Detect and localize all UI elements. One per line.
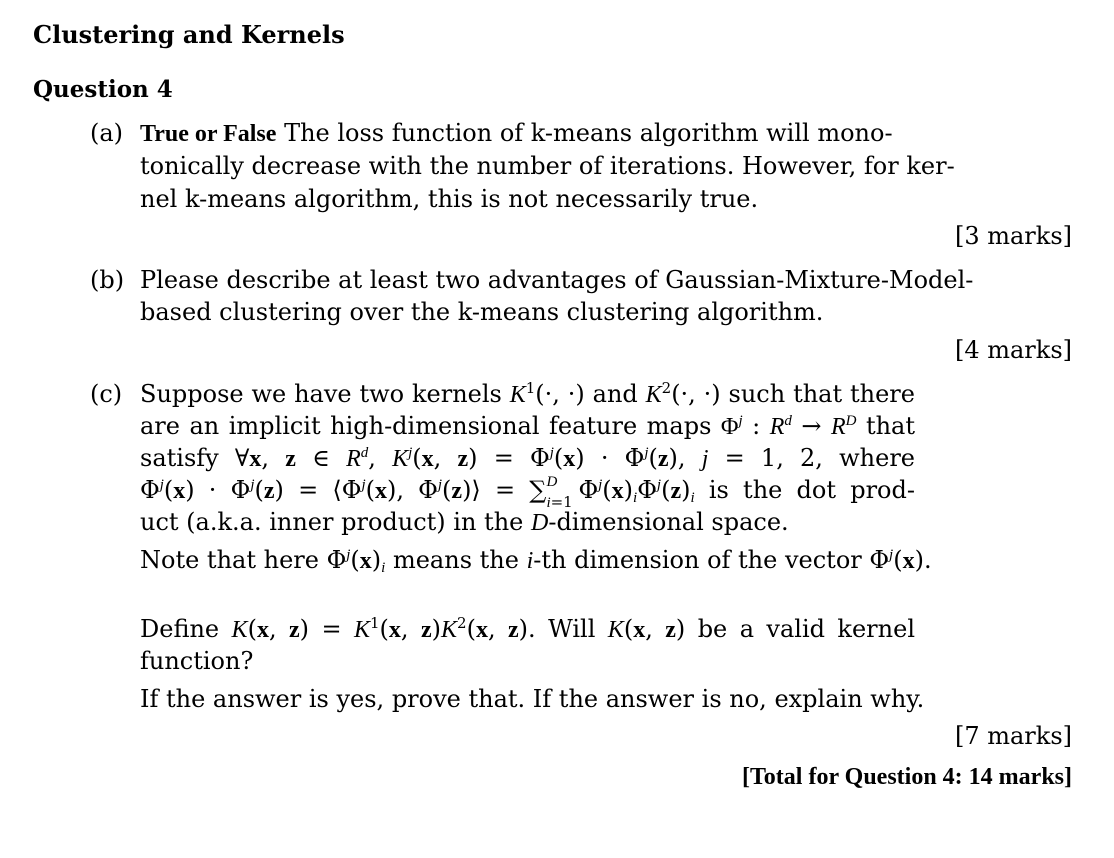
part-c-define-line-2: function? <box>140 647 254 675</box>
part-c-define-line-1: Define K(x, $z) = K^1(x$, $z)K^2(x$, z). Will K(x, z) be a valid kernel <box>140 614 915 643</box>
part-a-marks: [3 marks] <box>954 222 1072 250</box>
part-c-line-3: satisfy ∀x, z ∈ $R^d$, $K^j(x$, $z) = \Phi^j(x) \cdot \Phi^j(z)$, j = 1, 2, where <box>140 444 915 472</box>
part-a-line-3: nel k-means algorithm, this is not necessarily true. <box>140 185 759 213</box>
part-a-label: (a) <box>90 119 124 147</box>
part-c-note: Note that here $\Phi^j(x)_i$ means the i-th dimension of the vector $\Phi^j(x)$. <box>140 546 932 576</box>
part-c-line-1: Suppose we have two kernels $K^1(\cdot$, ·) and $K^2(\cdot$, ·) such that there <box>140 379 915 408</box>
part-c-line-4: $\Phi^j(x) \cdot \Phi^j(z)$ = $⟨\Phi^j(x)$, $\Phi^j(z)⟩$ = ∑ D i=1 $\Phi^j(x)_i\Phi^j(z)_i$ is the dot prod- <box>140 474 915 511</box>
part-a-line-1 <box>140 117 915 150</box>
part-a-line-1-text: The loss function of k-means algorithm will mono- <box>284 119 893 147</box>
part-a-bold-lead: True or False <box>140 121 277 147</box>
part-c-marks: [7 marks] <box>954 722 1072 750</box>
total-marks: [Total for Question 4: 14 marks] <box>742 764 1072 790</box>
part-c-line-2: are an implicit high-dimensional feature maps $\Phi^j$ : $R^d \to R^D$ that <box>140 412 916 440</box>
part-b-label: (b) <box>90 266 125 294</box>
part-b-line-2: based clustering over the k-means clustering algorithm. <box>140 298 824 326</box>
part-c-line-5: uct (a.k.a. inner product) in the D-dimensional space. <box>140 508 789 536</box>
part-c-last-line: If the answer is yes, prove that. If the answer is no, explain why. <box>140 685 925 713</box>
part-b-line-1: Please describe at least two advantages of Gaussian-Mixture-Model- <box>140 266 974 294</box>
part-b-marks: [4 marks] <box>954 336 1072 364</box>
part-c-label: (c) <box>90 380 123 408</box>
question-title: Question 4 <box>33 76 173 103</box>
part-a-line-2: tonically decrease with the number of iterations. However, for ker- <box>140 152 955 180</box>
section-title: Clustering and Kernels <box>33 20 345 49</box>
